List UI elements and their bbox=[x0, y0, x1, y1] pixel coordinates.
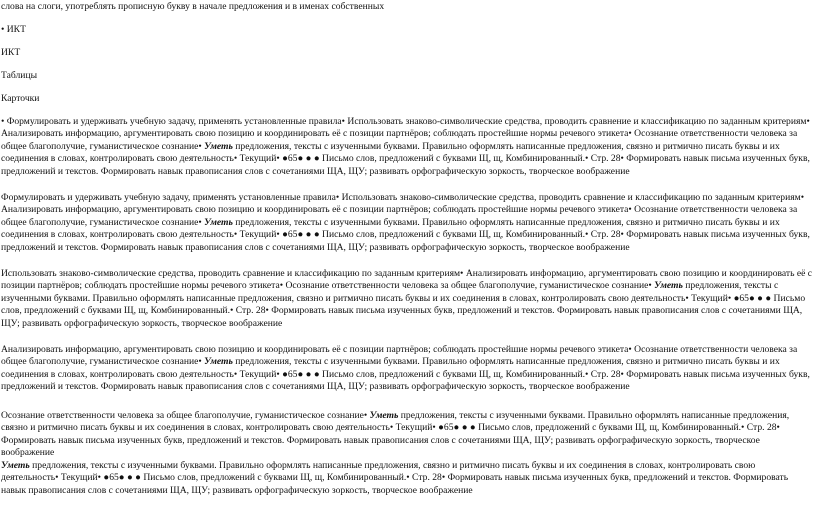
paragraph-3-rest: предложения, тексты с изученными буквами. Правильно оформлять написанные предложения, связно и ритмично писать буквы и их соединения в словах, контролировать свою деятельность• Текущий• ●65● ● ● Письмо слов, предложений с буквами Щ, щ, Комбинированный.• Стр. 28• Формировать навык письма изученных букв, предложений и текстов. Формировать навык правописания слов с сочетаниями ЩΑ, ЩУ; развивать орфографическую зоркость, творческое воображение bbox=[1, 280, 806, 329]
paragraph-1-start: • Формулировать и удерживать учебную задачу, применять установленные правила• Использовать знаково-символические средства, проводить сравнение и классификацию по заданным критериям• Анализировать информацию, аргументировать свою позицию и координировать её с позиции партнёров; соблюдать простейшие нормы речевого этикета• Осознание ответственности человека за общее благополучие, гуманистическое сознание• bbox=[1, 116, 810, 152]
paragraph-5 bbox=[1, 410, 813, 460]
cards-label: Карточки bbox=[1, 93, 40, 104]
paragraph-5-start: Осознание ответственности человека за общее благополучие, гуманистическое сознание• bbox=[1, 410, 370, 421]
ikt-bullet: • ИКТ bbox=[1, 24, 26, 35]
paragraph-5-rest: предложения, тексты с изученными буквами. Правильно оформлять написанные предложения, связно и ритмично писать буквы и их соединения в словах, контролировать свою деятельность• Текущий• ●65● ● ● Письмо слов, предложений с буквами Щ, щ, Комбинированный.• Стр. 28• Формировать навык письма изученных букв, предложений и текстов. Формировать навык правописания слов с сочетаниями ЩΑ, ЩУ; развивать орфографическую зоркость, творческое воображение bbox=[1, 410, 790, 459]
paragraph-1 bbox=[1, 116, 813, 178]
paragraph-6-emphasis: Уметь bbox=[1, 460, 30, 471]
paragraph-2-emphasis: Уметь bbox=[204, 216, 233, 228]
paragraph-4-start: Анализировать информацию, аргументировать свою позицию и координировать её с позиции партнёров; соблюдать простейшие нормы речевого этикета• Осознание ответственности человека за общее благополучие, гуманистическое сознание• bbox=[1, 344, 798, 368]
paragraph-2-rest: предложения, тексты с изученными буквами. Правильно оформлять написанные предложения, связно и ритмично писать буквы и их соединения в словах, контролировать свою деятельность• Текущий• ●65● ● ● Письмо слов, предложений с буквами Щ, щ, Комбинированный.• Стр. 28• Формировать навык письма изученных букв, предложений и текстов. Формировать навык правописания слов с сочетаниями ЩΑ, ЩУ; развивать орфографическую зоркость, творческое воображение bbox=[1, 216, 810, 253]
paragraph-1-rest: предложения, тексты с изученными буквами. Правильно оформлять написанные предложения, связно и ритмично писать буквы и их соединения в словах, контролировать свою деятельность• Текущий• ●65● ● ● Письмо слов, предложений с буквами Щ, щ, Комбинированный.• Стр. 28• Формировать навык письма изученных букв, предложений и текстов. Формировать навык правописания слов с сочетаниями ЩΑ, ЩУ; развивать орфографическую зоркость, творческое воображение bbox=[1, 140, 810, 177]
intro-text: слова на слоги, употреблять прописную букву в начале предложения и в именах собственных bbox=[1, 1, 385, 12]
paragraph-4 bbox=[1, 344, 813, 394]
paragraph-3-emphasis: Уметь bbox=[654, 280, 683, 292]
paragraph-6-rest: предложения, тексты с изученными буквами. Правильно оформлять написанные предложения, связно и ритмично писать буквы и их соединения в словах, контролировать свою деятельность• Текущий• ●65● ● ● Письмо слов, предложений с буквами Щ, щ, Комбинированный.• Стр. 28• Формировать навык письма изученных букв, предложений и текстов. Формировать навык правописания слов с сочетаниями ЩΑ, ЩУ; развивать орфографическую зоркость, творческое воображение bbox=[1, 460, 789, 496]
paragraph-2-start: Формулировать и удерживать учебную задачу, применять установленные правила• Использовать знаково-символические средства, проводить сравнение и классификацию по заданным критериям• Анализировать информацию, аргументировать свою позицию и координировать её с позиции партнёров; соблюдать простейшие нормы речевого этикета• Осознание ответственности человека за общее благополучие, гуманистическое сознание• bbox=[1, 192, 805, 228]
paragraph-2 bbox=[1, 192, 813, 254]
paragraph-4-emphasis: Уметь bbox=[204, 356, 233, 368]
paragraph-4-rest: предложения, тексты с изученными буквами. Правильно оформлять написанные предложения, связно и ритмично писать буквы и их соединения в словах, контролировать свою деятельность• Текущий• ●65● ● ● Письмо слов, предложений с буквами Щ, щ, Комбинированный.• Стр. 28• Формировать навык письма изученных букв, предложений и текстов. Формировать навык правописания слов с сочетаниями ЩΑ, ЩУ; развивать орфографическую зоркость, творческое воображение bbox=[1, 356, 810, 393]
ikt-label: ИКТ bbox=[1, 47, 21, 58]
paragraph-3 bbox=[1, 268, 813, 330]
paragraph-1-emphasis: Уметь bbox=[204, 140, 233, 152]
paragraph-3-start: Использовать знаково-символические средства, проводить сравнение и классификацию по заданным критериям• Анализировать информацию, аргументировать свою позицию и координировать её с позиции партнёров; соблюдать простейшие нормы речевого этикета• Осознание ответственности человека за общее благополучие, гуманистическое сознание• bbox=[1, 268, 813, 292]
paragraph-5-emphasis: Уметь bbox=[369, 410, 399, 421]
tables-label: Таблицы bbox=[1, 70, 38, 81]
paragraph-6 bbox=[1, 460, 813, 497]
